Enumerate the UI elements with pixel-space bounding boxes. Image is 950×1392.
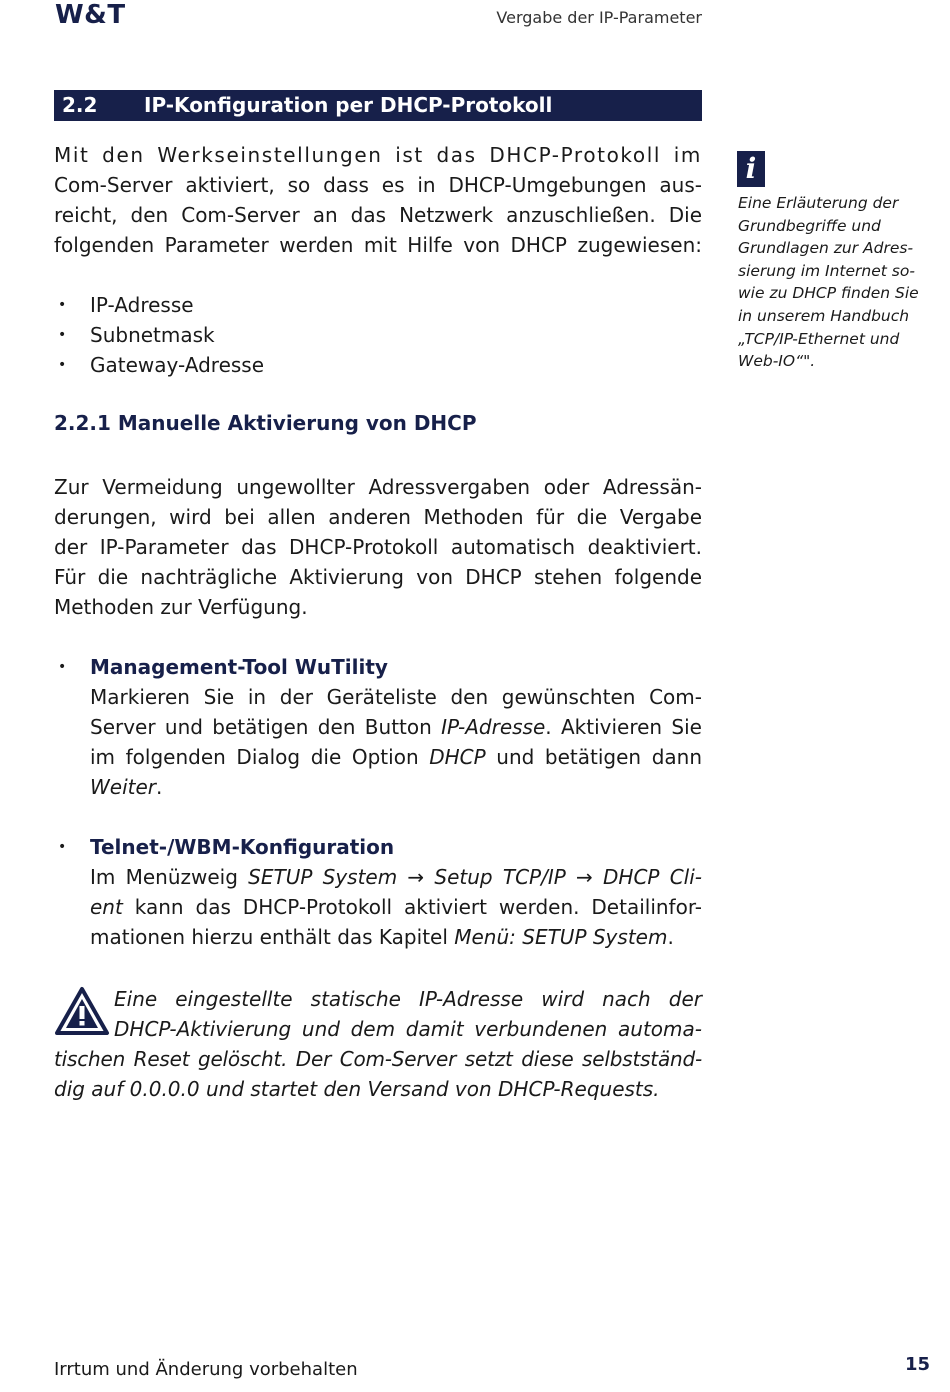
subsection-paragraph bbox=[54, 472, 702, 622]
side-note-line: Grundbegriffe und bbox=[738, 216, 881, 235]
text-line bbox=[90, 712, 702, 742]
method-list-1 bbox=[54, 652, 702, 802]
text-run: und betätigen dann bbox=[485, 745, 702, 769]
text-run: . bbox=[156, 775, 163, 799]
text-line: reicht, den Com-Server an das Netzwerk anzuschließen. Die bbox=[54, 203, 702, 227]
text-run: . bbox=[667, 925, 674, 949]
warning-line: Eine eingestellte statische IP-Adresse wird nach der bbox=[114, 987, 702, 1011]
text-run: Im Menüzweig bbox=[90, 865, 249, 889]
side-note bbox=[738, 192, 928, 373]
section-number: 2.2 bbox=[62, 93, 98, 117]
side-note-line: „TCP/IP-Ethernet und bbox=[738, 329, 900, 348]
text-run: kann das DHCP-Protokoll aktiviert werden. Detailinfor- bbox=[122, 895, 702, 919]
section-heading bbox=[54, 90, 702, 121]
page-number: 15 bbox=[904, 1354, 930, 1375]
side-note-line: Web-IO“". bbox=[738, 352, 816, 371]
text-line: der IP-Parameter das DHCP-Protokoll automatisch deaktiviert. bbox=[54, 535, 702, 559]
section-title: IP-Konfiguration per DHCP-Protokoll bbox=[144, 93, 553, 117]
text-line bbox=[90, 892, 702, 922]
method-title: • Management-Tool WuTility bbox=[90, 655, 388, 679]
side-note-line: wie zu DHCP finden Sie bbox=[738, 284, 919, 303]
list-item: • IP-Adresse bbox=[54, 290, 702, 320]
footer-note: Irrtum und Änderung vorbehalten bbox=[54, 1359, 358, 1380]
text-line bbox=[90, 862, 702, 892]
text-line: derungen, wird bei allen anderen Methoden für die Vergabe bbox=[54, 505, 702, 529]
text-line: folgenden Parameter werden mit Hilfe von DHCP zugewiesen: bbox=[54, 233, 702, 257]
text-line: Mit den Werkseinstellungen ist das DHCP-Protokoll im bbox=[54, 143, 702, 167]
menu-path-ref: ent bbox=[90, 895, 123, 919]
info-icon: i bbox=[737, 151, 765, 187]
list-item: • Gateway-Adresse bbox=[54, 350, 702, 380]
side-note-line: sierung im Internet so- bbox=[738, 261, 915, 280]
text-run: mationen hierzu enthält das Kapitel bbox=[90, 925, 455, 949]
chapter-ref: Menü: SETUP System bbox=[454, 925, 668, 949]
menu-path-ref: SETUP System → Setup TCP/IP → DHCP Cli- bbox=[248, 865, 702, 889]
text-line: Methoden zur Verfügung. bbox=[54, 595, 308, 619]
text-run: im folgenden Dialog die Option bbox=[90, 745, 430, 769]
text-line bbox=[90, 922, 702, 952]
text-run: Server und betätigen den Button bbox=[90, 715, 442, 739]
text-line: Für die nachträgliche Aktivierung von DHCP stehen folgende bbox=[54, 565, 702, 589]
text-line: Com-Server aktiviert, so dass es in DHCP-Umgebungen aus- bbox=[54, 173, 702, 197]
subsection-heading: 2.2.1 Manuelle Aktivierung von DHCP bbox=[54, 411, 477, 435]
text-run: . Aktivieren Sie bbox=[545, 715, 702, 739]
text-line: Zur Vermeidung ungewollter Adressvergaben oder Adressän- bbox=[54, 475, 702, 499]
parameter-list bbox=[54, 290, 702, 380]
list-item: • Subnetmask bbox=[54, 320, 702, 350]
text-line bbox=[90, 772, 702, 802]
intro-paragraph bbox=[54, 140, 702, 260]
side-note-line: Eine Erläuterung der bbox=[738, 194, 899, 212]
warning-line: DHCP-Aktivierung und dem damit verbundenen automa- bbox=[114, 1017, 702, 1041]
option-name-ref: DHCP bbox=[429, 745, 486, 769]
text-line bbox=[90, 742, 702, 772]
side-note-line: Grundlagen zur Adres- bbox=[738, 239, 914, 258]
method-list-2 bbox=[54, 832, 702, 952]
button-name-ref: Weiter bbox=[90, 775, 157, 799]
warning-line: dig auf 0.0.0.0 und startet den Versand von DHCP-Requests. bbox=[54, 1077, 660, 1101]
side-note-line: in unserem Handbuch bbox=[738, 306, 910, 325]
method-item bbox=[54, 652, 702, 802]
running-header: Vergabe der IP-Parameter bbox=[496, 8, 702, 27]
text-line: Markieren Sie in der Geräteliste den gewünschten Com- bbox=[90, 685, 702, 709]
warning-line: tischen Reset gelöscht. Der Com-Server setzt diese selbstständ- bbox=[54, 1047, 702, 1071]
brand-logo: W&T bbox=[55, 0, 126, 30]
warning-text bbox=[54, 984, 702, 1104]
method-item bbox=[54, 832, 702, 952]
method-title: • Telnet-/WBM-Konfiguration bbox=[90, 835, 395, 859]
button-name-ref: IP-Adresse bbox=[441, 715, 546, 739]
